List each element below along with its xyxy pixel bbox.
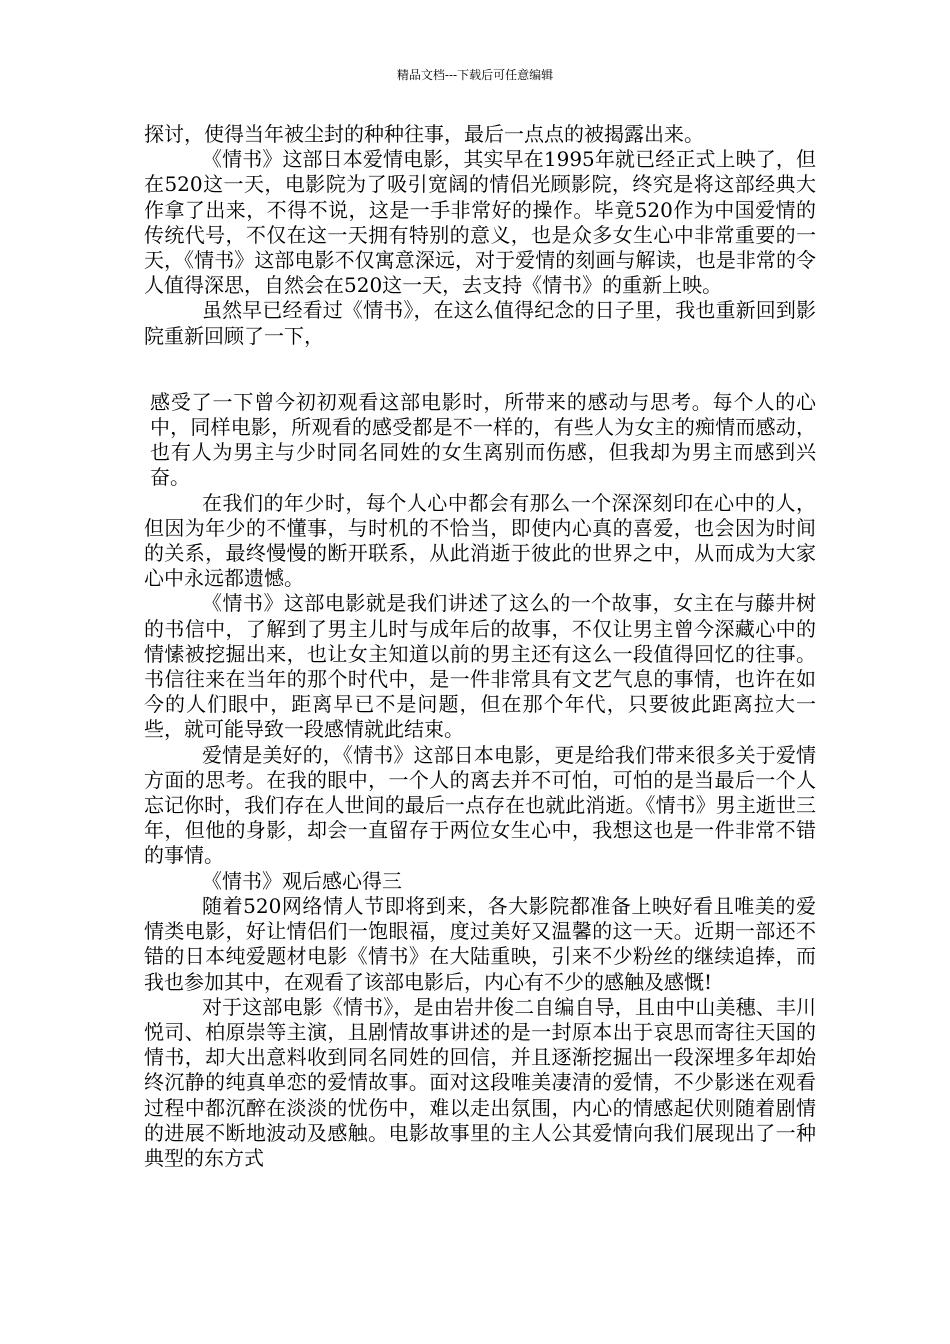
document-body xyxy=(144,122,816,1171)
paragraph-gap xyxy=(144,349,816,390)
paragraph-5: 在我们的年少时，每个人心中都会有那么一个深深刻印在心中的人，但因为年少的不懂事，与时机的不恰当，即使内心真的喜爱，也会因为时间的关系，最终慢慢的断开联系，从此消逝于彼此的世界之中，从而成为大家心中永远都遗憾。 xyxy=(144,490,816,591)
paragraph-7: 爱情是美好的，《情书》这部日本电影，更是给我们带来很多关于爱情方面的思考。在我的眼中，一个人的离去并不可怕，可怕的是当最后一个人忘记你时，我们存在人世间的最后一点存在也就此消逝。《情书》男主逝世三年，但他的身影，却会一直留存于两位女生心中，我想这也是一件非常不错的事情。 xyxy=(144,742,816,868)
paragraph-1: 探讨，使得当年被尘封的种种往事，最后一点点的被揭露出来。 xyxy=(144,122,704,146)
paragraph-6: 《情书》这部电影就是我们讲述了这么的一个故事，女主在与藤井树的书信中，了解到了男主儿时与成年后的故事，不仅让男主曾今深藏心中的情愫被挖掘出来，也让女主知道以前的男主还有这么一段值得回忆的往事。书信往来在当年的那个时代中，是一件非常具有文艺气息的事情，也许在如今的人们眼中，距离早已不是问题，但在那个年代，只要彼此距离拉大一些，就可能导致一段感情就此结束。 xyxy=(144,591,816,742)
paragraph-9: 对于这部电影《情书》，是由岩井俊二自编自导，且由中山美穗、丰川悦司、柏原崇等主演，且剧情故事讲述的是一封原本出于哀思而寄往天国的情书，却大出意料收到同名同姓的回信，并且逐渐挖掘出一段深埋多年却始终沉静的纯真单恋的爱情故事。面对这段唯美凄清的爱情，不少影迷在观看过程中都沉醉在淡淡的忧伤中，难以走出氛围，内心的情感起伏则随着剧情的进展不断地波动及感触。电影故事里的主人公其爱情向我们展现出了一种典型的东方式 xyxy=(144,994,816,1170)
section-heading: 《情书》观后感心得三 xyxy=(202,868,402,893)
paragraph-4: 感受了一下曾今初初观看这部电影时，所带来的感动与思考。每个人的心中，同样电影，所观看的感受都是不一样的，有些人为女主的痴情而感动，也有人为男主与少时同名同姓的女生离别而伤感，但我却为男主而感到兴奋。 xyxy=(150,389,816,490)
paragraph-2: 《情书》这部日本爱情电影，其实早在1995年就已经正式上映了，但在520这一天，电影院为了吸引宽阔的情侣光顾影院，终究是将这部经典大作拿了出来，不得不说，这是一手非常好的操作。毕竟520作为中国爱情的传统代号，不仅在这一天拥有特别的意义，也是众多女生心中非常重要的一天，《情书》这部电影不仅寓意深远，对于爱情的刻画与解读，也是非常的令人值得深思，自然会在520这一天，去支持《情书》的重新上映。 xyxy=(144,147,816,298)
paragraph-8: 随着520网络情人节即将到来，各大影院都准备上映好看且唯美的爱情类电影，好让情侣们一饱眼福，度过美好又温馨的这一天。近期一部还不错的日本纯爱题材电影《情书》在大陆重映，引来不少粉丝的继续追捧，而我也参加其中，在观看了该部电影后，内心有不少的感触及感慨! xyxy=(144,893,816,994)
paragraph-3: 虽然早已经看过《情书》，在这么值得纪念的日子里，我也重新回到影院重新回顾了一下， xyxy=(144,298,816,348)
page-header: 精品文档---下载后可任意编辑 xyxy=(396,68,554,82)
